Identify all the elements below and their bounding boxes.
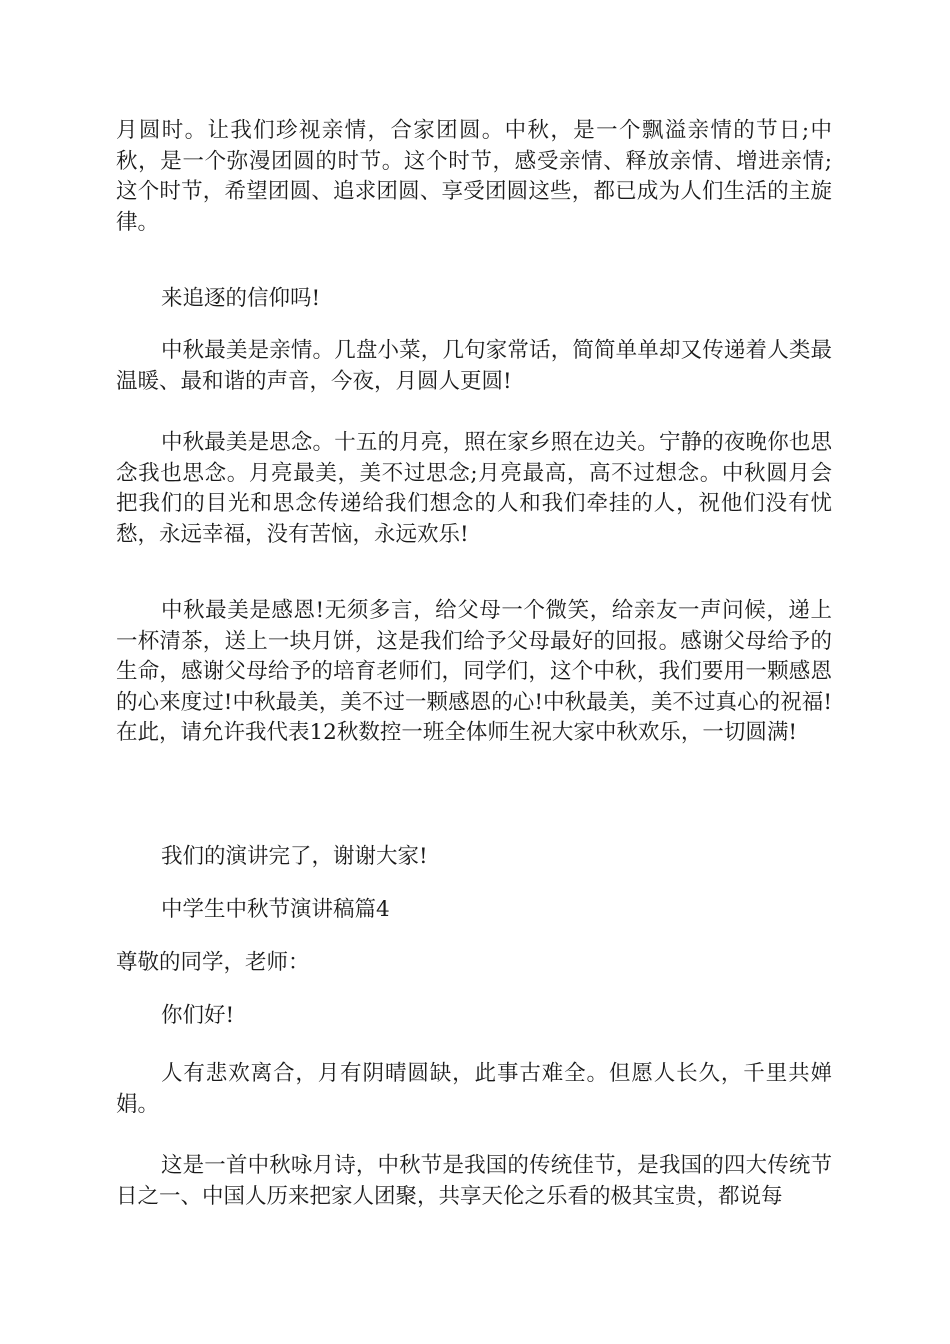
- paragraph-last: 这是一首中秋咏月诗，中秋节是我国的传统佳节，是我国的四大传统节日之一、中国人历来把家人团聚，共享天伦之乐看的极其宝贵，都说每: [116, 1153, 832, 1209]
- paragraph-poem: 人有悲欢离合，月有阴晴圆缺，此事古难全。但愿人长久，千里共婵娟。: [116, 1061, 832, 1117]
- paragraph-6: 我们的演讲完了，谢谢大家!: [161, 844, 428, 869]
- section-heading: 中学生中秋节演讲稿篇4: [161, 897, 390, 922]
- paragraph-2: 来追逐的信仰吗!: [161, 286, 321, 311]
- paragraph-4: 中秋最美是思念。十五的月亮，照在家乡照在边关。宁静的夜晚你也思念我也思念。月亮最美，美不过思念;月亮最高，高不过想念。中秋圆月会把我们的目光和思念传递给我们想念的人和我们牵挂的人，祝他们没有忧愁，永远幸福，没有苦恼，永远欢乐!: [116, 430, 832, 547]
- paragraph-5: 中秋最美是感恩!无须多言，给父母一个微笑，给亲友一声问候，递上一杯清茶，送上一块月饼，这是我们给予父母最好的回报。感谢父母给予的生命，感谢父母给予的培育老师们，同学们，这个中秋，我们要用一颗感恩的心来度过!中秋最美，美不过一颗感恩的心!中秋最美，美不过真心的祝福!在此，请允许我代表12秋数控一班全体师生祝大家中秋欢乐，一切圆满!: [116, 598, 832, 746]
- greeting: 你们好!: [161, 1003, 235, 1028]
- salutation: 尊敬的同学，老师：: [116, 950, 310, 975]
- paragraph-3: 中秋最美是亲情。几盘小菜，几句家常话，简简单单却又传递着人类最温暖、最和谐的声音，今夜，月圆人更圆!: [116, 338, 832, 394]
- paragraph-1: 月圆时。让我们珍视亲情，合家团圆。中秋，是一个飘溢亲情的节日;中秋，是一个弥漫团圆的时节。这个时节，感受亲情、释放亲情、增进亲情;这个时节，希望团圆、追求团圆、享受团圆这些，都已成为人们生活的主旋律。: [116, 118, 832, 235]
